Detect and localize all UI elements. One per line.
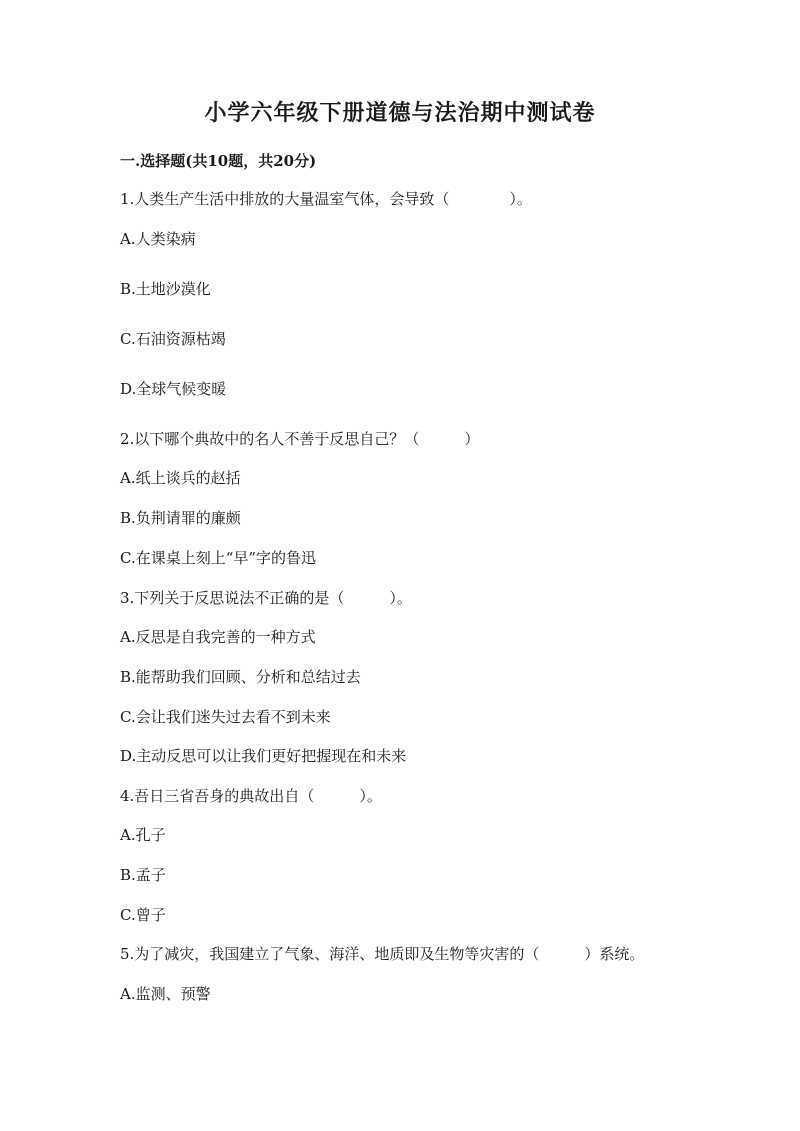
option-4-c: C.曾子 [120,906,166,924]
question-stem-3: 3.下列关于反思说法不正确的是（ ）。 [120,589,412,607]
option-3-a: A.反思是自我完善的一种方式 [120,628,316,646]
option-3-d: D.主动反思可以让我们更好把握现在和未来 [120,747,407,765]
question-stem-1: 1.人类生产生活中排放的大量温室气体，会导致（ ）。 [120,190,532,208]
question-stem-5: 5.为了减灾，我国建立了气象、海洋、地质即及生物等灾害的（ ）系统。 [120,945,645,963]
question-stem-2: 2.以下哪个典故中的名人不善于反思自己？（ ） [120,430,480,448]
option-4-a: A.孔子 [120,826,166,844]
option-5-a: A.监测、预警 [120,985,211,1003]
option-3-b: B.能帮助我们回顾、分析和总结过去 [120,668,361,686]
option-4-b: B.孟子 [120,866,166,884]
question-stem-4: 4.吾日三省吾身的典故出自（ ）。 [120,787,382,805]
option-2-c: C.在课桌上刻上“早”字的鲁迅 [120,549,317,567]
option-3-c: C.会让我们迷失过去看不到未来 [120,708,331,726]
option-2-a: A.纸上谈兵的赵括 [120,469,241,487]
option-1-b: B.土地沙漠化 [120,280,211,298]
exam-title: 小学六年级下册道德与法治期中测试卷 [204,100,596,126]
option-1-d: D.全球气候变暖 [120,380,227,398]
section-heading: 一.选择题(共10题，共20分) [120,152,317,170]
option-2-b: B.负荆请罪的廉颇 [120,509,241,527]
option-1-c: C.石油资源枯竭 [120,330,226,348]
option-1-a: A.人类染病 [120,230,196,248]
